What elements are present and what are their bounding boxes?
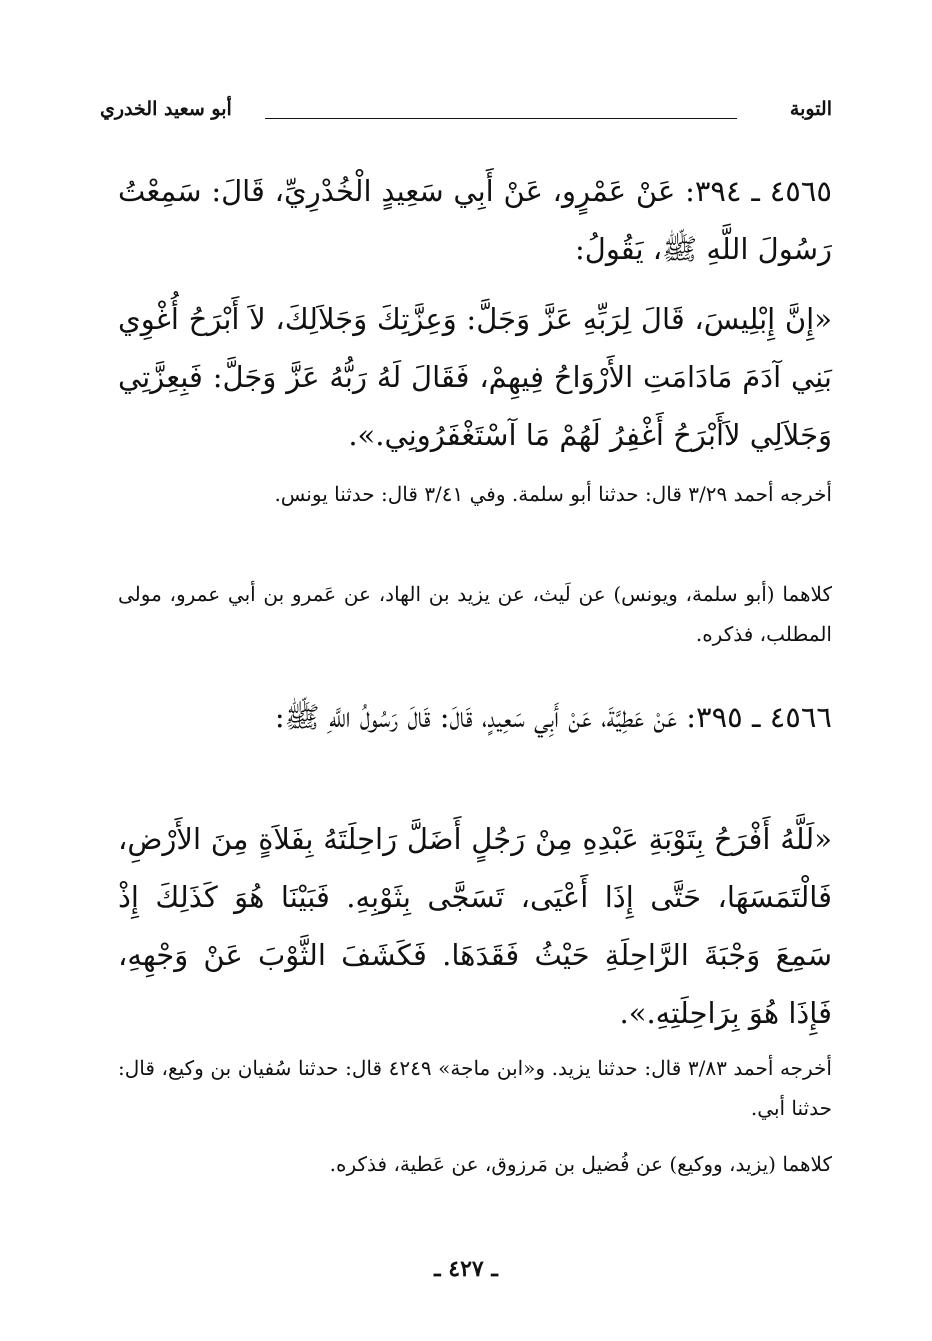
hadith-4565-takhrij: أخرجه أحمد ٣/٢٩ قال: حدثنا أبو سلمة. وفي ٣/٤١ قال: حدثنا يونس. (274, 482, 832, 506)
narrator-title: أبو سعيد الخدري (100, 98, 232, 120)
hadith-4566-takhrij: أخرجه أحمد ٣/٨٣ قال: حدثنا يزيد. و«ابن ماجة» ٤٢٤٩ قال: حدثنا سُفيان بن وكيع، قال: حدثنا أبي. (118, 1056, 832, 1120)
hadith-4566-isnad: ٤٥٦٦ ـ ٣٩٥: عَنْ عَطِيَّةَ، عَنْ أَبِي سَعِيدٍ، قَالَ: قَالَ رَسُولُ اللَّهِ ﷺ: (274, 700, 832, 734)
hadith-4565-isnad: ٤٥٦٥ ـ ٣٩٤: عَنْ عَمْرٍو، عَنْ أَبِي سَعِيدٍ الْخُدْرِيِّ، قَالَ: سَمِعْتُ رَسُولَ اللَّهِ ﷺ، يَقُولُ: (118, 174, 832, 266)
page-number: ـ ٤٢٧ ـ (434, 1256, 498, 1282)
chapter-title: التوبة (789, 98, 832, 120)
hadith-4565-matn: «إِنَّ إِبْلِيسَ، قَالَ لِرَبِّهِ عَزَّ وَجَلَّ: وَعِزَّتِكَ وَجَلاَلِكَ، لاَ أَبْرَحُ أُغْوِي بَنِي آدَمَ مَادَامَتِ الأَرْوَاحُ فِيهِمْ، فَقَالَ لَهُ رَبُّهُ عَزَّ وَجَلَّ: فَبِعِزَّتِي وَجَلاَلِي لاَأَبْرَحُ أَغْفِرُ لَهُمْ مَا آسْتَغْفَرُونِي.». (118, 302, 832, 452)
hadith-4565-sources: كلاهما (أبو سلمة، ويونس) عن لَيث، عن يزيد بن الهاد، عن عَمرو بن أبي عمرو، مولى المطلب، فذكره. (118, 582, 832, 646)
hadith-4566-sources: كلاهما (يزيد، ووكيع) عن فُضيل بن مَرزوق، عن عَطية، فذكره. (329, 1152, 832, 1176)
running-header (100, 98, 832, 128)
hadith-4566-matn: «لَلَّهُ أَفْرَحُ بِتَوْبَةِ عَبْدِهِ مِنْ رَجُلٍ أَضَلَّ رَاحِلَتَهُ بِفَلاَةٍ مِنَ الأَرْضِ، فَالْتَمَسَهَا، حَتَّى إِذَا أَعْيَى، تَسَجَّى بِثَوْبِهِ. فَبَيْنَا هُوَ كَذَلِكَ إِذْ سَمِعَ وَجْبَةَ الرَّاحِلَةِ حَيْثُ فَقَدَهَا. فَكَشَفَ الثَّوْبَ عَنْ وَجْهِهِ، فَإِذَا هُوَ بِرَاحِلَتِهِ.». (118, 822, 832, 1030)
header-rule (265, 118, 737, 119)
